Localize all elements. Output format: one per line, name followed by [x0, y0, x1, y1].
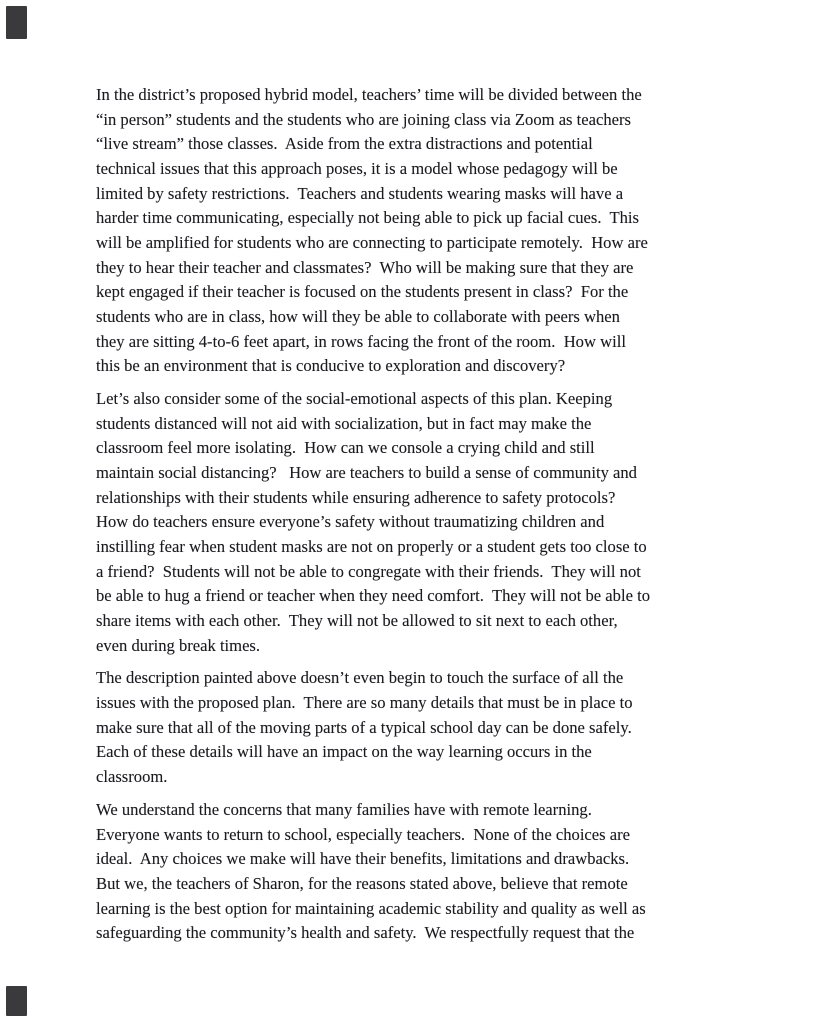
text-line: will be amplified for students who are connecting to participate remotely. How are: [96, 232, 648, 252]
text-line: students who are in class, how will they be able to collaborate with peers when: [96, 306, 620, 326]
text-line: classroom feel more isolating. How can we console a crying child and still: [96, 438, 595, 458]
text-line: they to hear their teacher and classmates? Who will be making sure that they are: [96, 257, 634, 277]
text-line: learning is the best option for maintaining academic stability and quality as well as: [96, 898, 646, 918]
text-line: In the district’s proposed hybrid model, teachers’ time will be divided between the: [96, 85, 642, 104]
text-line: issues with the proposed plan. There are so many details that must be in place to: [96, 693, 633, 713]
text-line: Let’s also consider some of the social-emotional aspects of this plan. Keeping: [96, 389, 613, 409]
text-line: they are sitting 4-to-6 feet apart, in rows facing the front of the room. How will: [96, 331, 626, 351]
text-line: ideal. Any choices we make will have their benefits, limitations and drawbacks.: [96, 849, 630, 869]
text-line: limited by safety restrictions. Teachers and students wearing masks will have a: [96, 183, 624, 203]
paragraph: [96, 666, 741, 789]
text-line: instilling fear when student masks are not on properly or a student gets too close to: [96, 537, 647, 556]
paragraph: [96, 387, 741, 658]
text-line: harder time communicating, especially not being able to pick up facial cues. This: [96, 208, 639, 228]
text-line: But we, the teachers of Sharon, for the reasons stated above, believe that remote: [96, 873, 628, 893]
text-line: students distanced will not aid with socialization, but in fact may make the: [96, 413, 592, 433]
text-line: How do teachers ensure everyone’s safety without traumatizing children and: [96, 512, 605, 532]
text-line: even during break times.: [96, 635, 261, 655]
scanner-artifact-top-left: [6, 6, 27, 39]
text-line: a friend? Students will not be able to congregate with their friends. They will not: [96, 561, 641, 581]
text-line: be able to hug a friend or teacher when they need comfort. They will not be able to: [96, 586, 651, 606]
text-line: relationships with their students while ensuring adherence to safety protocols?: [96, 487, 616, 507]
scanner-artifact-bottom-left: [6, 986, 27, 1016]
text-line: kept engaged if their teacher is focused on the students present in class? For the: [96, 282, 629, 302]
text-line: We understand the concerns that many families have with remote learning.: [96, 799, 592, 819]
text-line: share items with each other. They will not be allowed to sit next to each other,: [96, 610, 618, 630]
text-line: “in person” students and the students who are joining class via Zoom as teachers: [96, 109, 632, 129]
text-line: classroom.: [96, 767, 168, 787]
text-line: Everyone wants to return to school, especially teachers. None of the choices are: [96, 824, 631, 844]
text-line: make sure that all of the moving parts of a typical school day can be done safely.: [96, 717, 632, 737]
document-body: [96, 83, 741, 954]
text-line: technical issues that this approach poses, it is a model whose pedagogy will be: [96, 158, 618, 178]
text-line: The description painted above doesn’t even begin to touch the surface of all the: [96, 668, 624, 688]
paragraph: [96, 798, 741, 946]
text-line: Each of these details will have an impact on the way learning occurs in the: [96, 742, 592, 762]
paragraph: [96, 83, 741, 379]
text-line: maintain social distancing? How are teachers to build a sense of community and: [96, 463, 637, 483]
text-line: this be an environment that is conducive to exploration and discovery?: [96, 356, 566, 376]
text-line: safeguarding the community’s health and safety. We respectfully request that the: [96, 923, 635, 943]
text-line: “live stream” those classes. Aside from the extra distractions and potential: [96, 134, 593, 154]
